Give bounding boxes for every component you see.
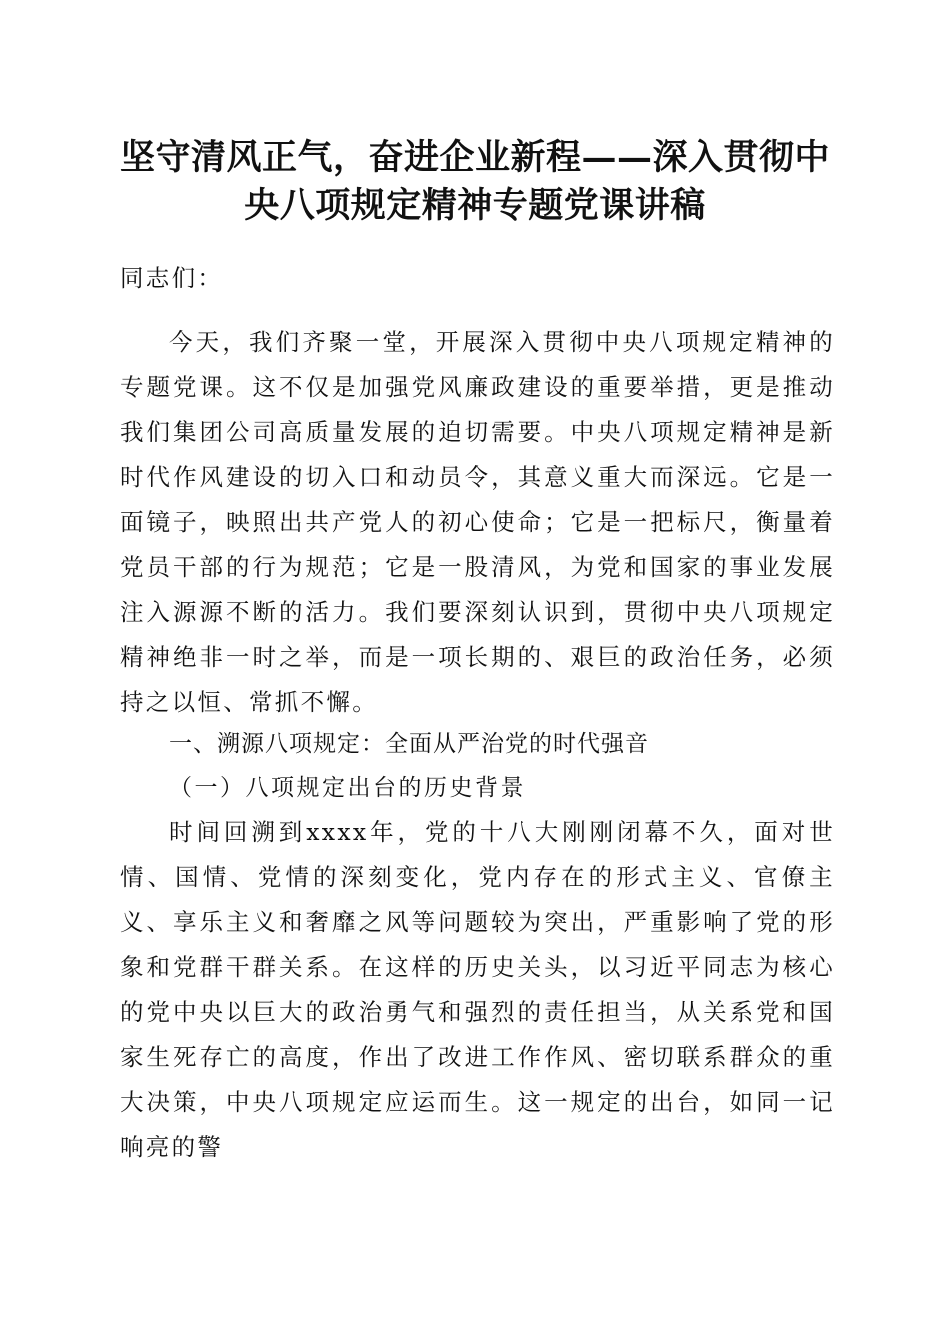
title-line-1: 坚守清风正气，奋进企业新程——深入贯彻中	[119, 137, 830, 178]
body-paragraph-1: 今天，我们齐聚一堂，开展深入贯彻中央八项规定精神的专题党课。这不仅是加强党风廉政建设的重要举措，更是推动我们集团公司高质量发展的迫切需要。中央八项规定精神是新时代作风建设的切入口和动员令，其意义重大而深远。它是一面镜子，映照出共产党人的初心使命；它是一把标尺，衡量着党员干部的行为规范；它是一股清风，为党和国家的事业发展注入源源不断的活力。我们要深刻认识到，贯彻中央八项规定精神绝非一时之举，而是一项长期的、艰巨的政治任务，必须持之以恒、常抓不懈。	[120, 328, 835, 716]
document-title	[100, 134, 850, 230]
body-paragraph-2: 时间回溯到xxxx年，党的十八大刚刚闭幕不久，面对世情、国情、党情的深刻变化，党内存在的形式主义、官僚主义、享乐主义和奢靡之风等问题较为突出，严重影响了党的形象和党群干群关系。在这样的历史关头，以习近平同志为核心的党中央以巨大的政治勇气和强烈的责任担当，从关系党和国家生死存亡的高度，作出了改进工作作风、密切联系群众的重大决策，中央八项规定应运而生。这一规定的出台，如同一记响亮的警	[120, 818, 835, 1161]
salutation: 同志们：	[120, 264, 224, 292]
section-heading-1: 一、溯源八项规定：全面从严治党的时代强音	[169, 731, 649, 757]
title-line-2: 央八项规定精神专题党课讲稿	[244, 185, 706, 226]
subsection-heading-1: （一）八项规定出台的历史背景	[169, 775, 526, 801]
